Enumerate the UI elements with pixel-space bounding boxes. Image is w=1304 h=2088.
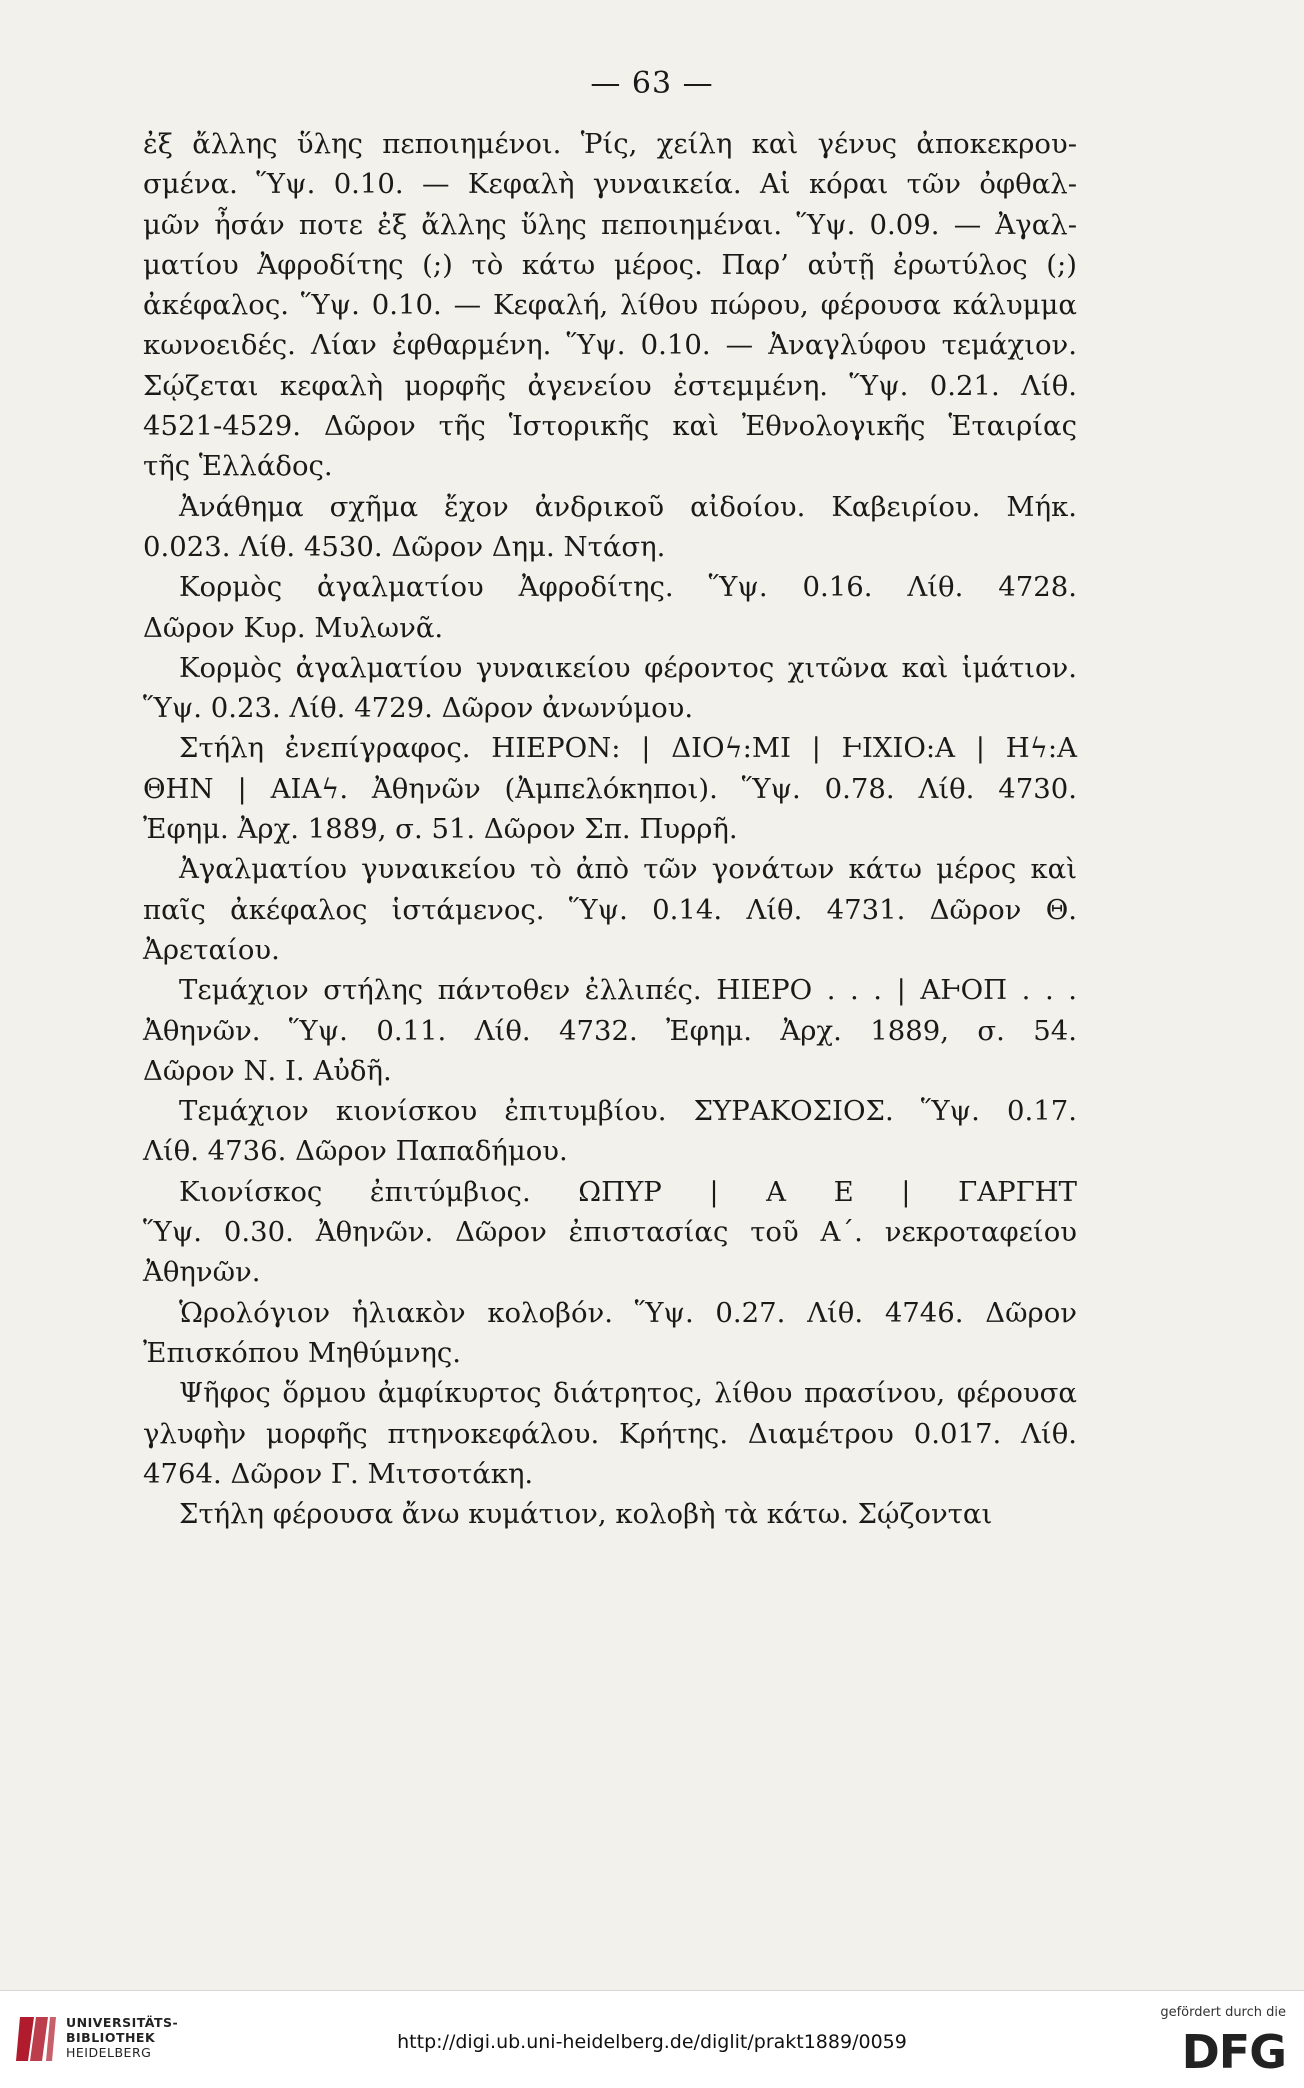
paragraph [143,124,1077,487]
paragraph [143,1293,1077,1374]
permalink-url[interactable]: http://digi.ub.uni-heidelberg.de/diglit/prakt1889/0059 [397,2031,907,2053]
text-line: Σῴζεται κεφαλὴ μορφῆς ἀγενείου ἐστεμμένη. Ὕψ. 0.21. Λίθ. [143,369,1077,402]
text-line: ΘΗΝ | ΑΙΑϟ. Ἀθηνῶν (Ἀμπελόκηποι). Ὕψ. 0.78. Λίθ. 4730. [143,772,1077,805]
text-line: 4521-4529. Δῶρον τῆς Ἱστορικῆς καὶ Ἐθνολογικῆς Ἑταιρίας [143,410,1077,443]
text-line: γλυφὴν μορφῆς πτηνοκεφάλου. Κρήτης. Διαμέτρου 0.017. Λίθ. [143,1417,1077,1450]
text-line: Ἀθηνῶν. [143,1256,261,1289]
text-line: Κορμὸς ἀγαλματίου Ἀφροδίτης. Ὕψ. 0.16. Λίθ. 4728. [179,571,1077,604]
paragraph [143,1172,1077,1293]
text-line: Ὡρολόγιον ἡλιακὸν κολοβόν. Ὕψ. 0.27. Λίθ. 4746. Δῶρον [179,1296,1077,1329]
text-line: 4764. Δῶρον Γ. Μιτσοτάκη. [143,1457,534,1490]
text-line: Ψῆφος ὅρμου ἀμφίκυρτος διάτρητος, λίθου πρασίνου, φέρουσα [179,1377,1077,1410]
paragraph [143,970,1077,1091]
text-line: Λίθ. 4736. Δῶρον Παπαδήμου. [143,1135,568,1168]
paragraph [143,487,1077,568]
library-line-2: BIBLIOTHEK [66,2030,156,2045]
paragraph [143,728,1077,849]
text-line: ἀκέφαλος. Ὕψ. 0.10. — Κεφαλή, λίθου πώρου, φέρουσα κάλυμμα [143,289,1077,322]
footer-bar [0,1990,1304,2088]
page-number: — 63 — [590,66,714,101]
text-line: Ἀρεταίου. [143,933,280,966]
body-text [143,124,1077,1534]
text-line: Ἀθηνῶν. Ὕψ. 0.11. Λίθ. 4732. Ἐφημ. Ἀρχ. 1889, σ. 54. [143,1014,1077,1047]
paragraph [143,1373,1077,1494]
library-line-3: HEIDELBERG [66,2045,152,2060]
text-line: Ἐπισκόπου Μηθύμνης. [143,1336,462,1369]
text-line: Τεμάχιον κιονίσκου ἐπιτυμβίου. ΣΥΡΑΚΟΣΙΟΣ. Ὕψ. 0.17. [179,1095,1077,1128]
funding-note: gefördert durch die [1160,2005,1286,2020]
text-line: Κορμὸς ἀγαλματίου γυναικείου φέροντος χιτῶνα καὶ ἱμάτιον. [179,651,1077,684]
text-line: μῶν ἦσάν ποτε ἐξ ἄλλης ὕλης πεποιημέναι. Ὕψ. 0.09. — Ἀγαλ- [143,208,1077,241]
text-line: Στήλη φέρουσα ἄνω κυμάτιον, κολοβὴ τὰ κάτω. Σῴζονται [179,1498,993,1531]
text-line: Ἀγαλματίου γυναικείου τὸ ἀπὸ τῶν γονάτων κάτω μέρος καὶ [179,853,1077,886]
text-line: ἐξ ἄλλης ὕλης πεποιημένοι. Ῥίς, χείλη καὶ γένυς ἀποκεκρου- [143,128,1077,160]
text-line: κωνοειδές. Λίαν ἐφθαρμένη. Ὕψ. 0.10. — Ἀναγλύφου τεμάχιον. [143,329,1077,362]
paragraph [143,648,1077,729]
text-line: ματίου Ἀφροδίτης (;) τὸ κάτω μέρος. Παρ’ αὐτῇ ἐρωτύλος (;) [143,248,1077,281]
text-line: Δῶρον Ν. Ι. Αὐδῆ. [143,1054,392,1087]
text-line: Στήλη ἐνεπίγραφος. ΗΙΕΡΟΝ: | ΔΙΟϟ:ΜΙ | ⱵΙΧΙΟ:Α | Ηϟ:Α [179,732,1077,765]
text-line: Ὕψ. 0.30. Ἀθηνῶν. Δῶρον ἐπιστασίας τοῦ Α΄. νεκροταφείου [143,1216,1077,1249]
text-line: παῖς ἀκέφαλος ἱστάμενος. Ὕψ. 0.14. Λίθ. 4731. Δῶρον Θ. [143,893,1077,926]
paragraph [143,849,1077,970]
text-line: τῆς Ἑλλάδος. [143,450,333,483]
text-line: Τεμάχιον στήλης πάντοθεν ἐλλιπές. ΗΙΕΡΟ . . . | ΑⱵΟΠ . . . [179,974,1077,1007]
text-line: Δῶρον Κυρ. Μυλωνᾶ. [143,611,444,644]
text-line: Ἀνάθημα σχῆμα ἔχον ἀνδρικοῦ αἰδοίου. Καβειρίου. Μήκ. [179,490,1077,523]
text-line: σμένα. Ὕψ. 0.10. — Κεφαλὴ γυναικεία. Αἱ κόραι τῶν ὀφθαλ- [143,168,1077,201]
library-line-1: UNIVERSITÄTS- [66,2015,179,2030]
paragraph [143,567,1077,648]
text-line: Ἐφημ. Ἀρχ. 1889, σ. 51. Δῶρον Σπ. Πυρρῆ. [143,813,738,846]
text-line: Κιονίσκος ἐπιτύμβιος. ΩΠΥΡ | Α Ε | ΓΑΡΓΗΤ [179,1175,1077,1208]
text-line: Ὕψ. 0.23. Λίθ. 4729. Δῶρον ἀνωνύμου. [143,692,694,725]
dfg-logo: DFG [1181,2025,1286,2079]
paragraph [143,1494,1077,1534]
text-line: 0.023. Λίθ. 4530. Δῶρον Δημ. Ντάση. [143,530,666,563]
paragraph [143,1091,1077,1172]
